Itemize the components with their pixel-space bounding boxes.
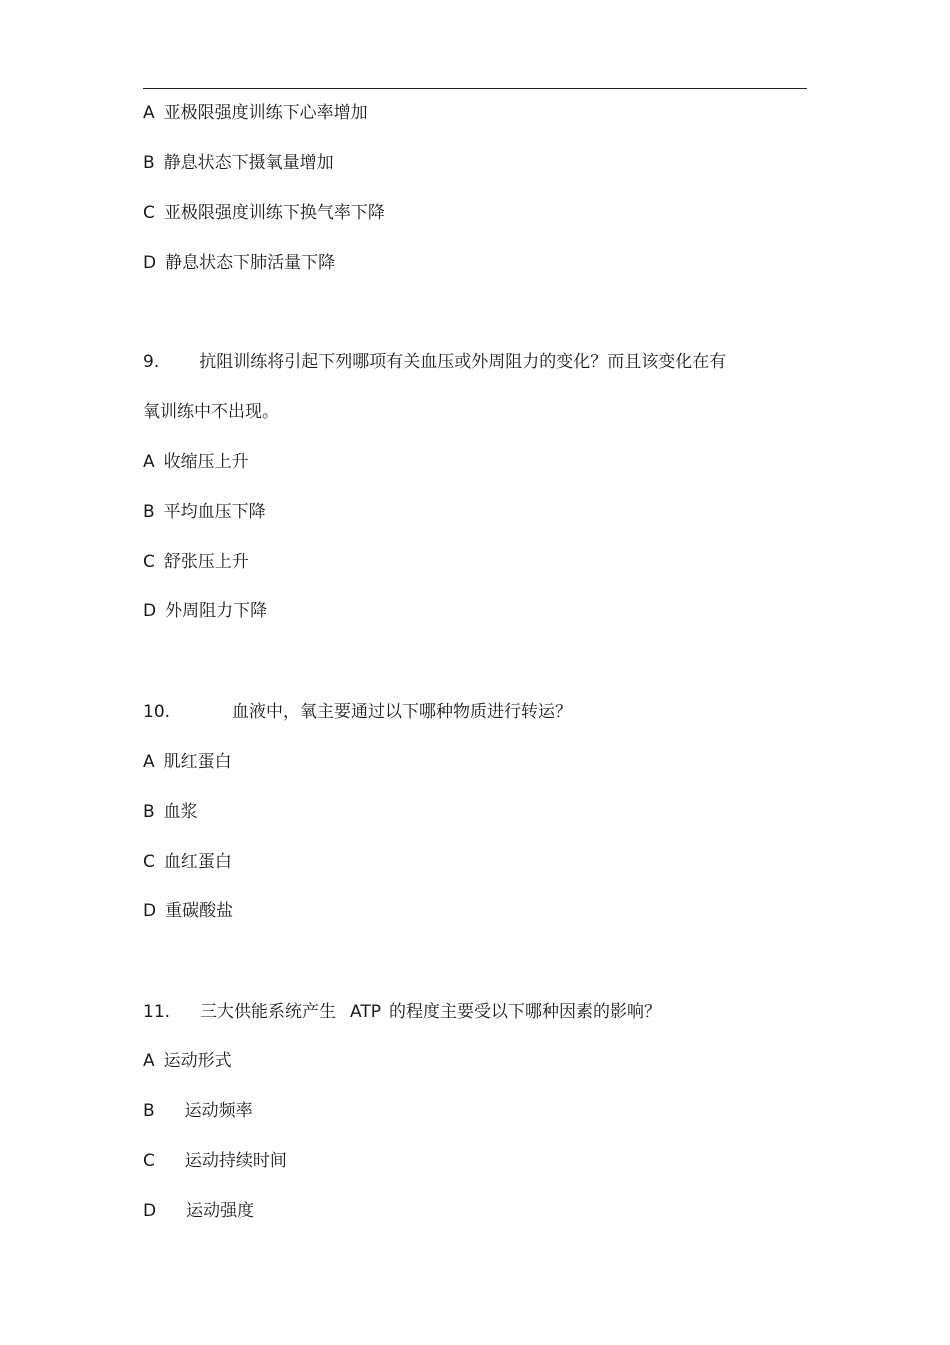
option-text: 运动持续时间 xyxy=(184,1151,287,1171)
question-text-after: 的程度主要受以下哪种因素的影响？ xyxy=(389,1002,661,1022)
q8-option-c xyxy=(143,202,385,224)
q10-option-b xyxy=(143,801,198,823)
q9-question-line1 xyxy=(143,351,726,373)
option-letter: D xyxy=(143,901,157,921)
option-text: 舒张压上升 xyxy=(163,552,249,572)
q10-option-a xyxy=(143,751,232,773)
option-letter: B xyxy=(143,802,155,822)
question-text: 抗阻训练将引起下列哪项有关血压或外周阻力的变化？而且该变化在有 xyxy=(199,352,727,372)
question-text-before: 三大供能系统产生 xyxy=(200,1002,337,1022)
q10-question xyxy=(143,701,572,723)
option-letter: C xyxy=(143,552,155,572)
q11-option-c xyxy=(143,1150,287,1172)
question-text: 血液中，氧主要通过以下哪种物质进行转运？ xyxy=(232,702,573,722)
question-number: 9. xyxy=(143,352,160,372)
q8-option-d xyxy=(143,252,335,274)
option-letter: D xyxy=(143,601,157,621)
option-text: 收缩压上升 xyxy=(163,452,249,472)
option-letter: D xyxy=(143,1201,157,1221)
option-text: 静息状态下摄氧量增加 xyxy=(163,153,334,173)
option-text: 血浆 xyxy=(163,802,198,822)
option-letter: B xyxy=(143,153,155,173)
option-text: 肌红蛋白 xyxy=(163,752,232,772)
option-letter: B xyxy=(143,502,155,522)
question-number: 11. xyxy=(143,1002,171,1022)
option-text: 运动频率 xyxy=(184,1101,253,1121)
option-text: 重碳酸盐 xyxy=(165,901,234,921)
option-letter: A xyxy=(143,1051,155,1071)
question-text: 氧训练中不出现。 xyxy=(143,402,279,422)
option-text: 外周阻力下降 xyxy=(165,601,268,621)
option-text: 亚极限强度训练下心率增加 xyxy=(163,103,368,123)
option-letter: C xyxy=(143,203,155,223)
q9-question-line2 xyxy=(143,401,279,423)
option-text: 亚极限强度训练下换气率下降 xyxy=(163,203,385,223)
option-letter: D xyxy=(143,253,157,273)
option-letter: A xyxy=(143,752,155,772)
option-letter: C xyxy=(143,1151,155,1171)
q11-option-d xyxy=(143,1200,254,1222)
option-letter: A xyxy=(143,103,155,123)
option-text: 运动形式 xyxy=(163,1051,232,1071)
option-letter: B xyxy=(143,1101,155,1121)
q10-option-d xyxy=(143,900,233,922)
q9-option-a xyxy=(143,451,249,473)
option-letter: C xyxy=(143,852,155,872)
option-text: 血红蛋白 xyxy=(163,852,232,872)
q10-option-c xyxy=(143,851,232,873)
question-text-atp: ATP xyxy=(350,1002,381,1022)
q9-option-d xyxy=(143,600,267,622)
q11-option-a xyxy=(143,1050,232,1072)
header-rule xyxy=(143,88,807,89)
question-number: 10. xyxy=(143,702,171,722)
q8-option-b xyxy=(143,152,334,174)
q9-option-c xyxy=(143,551,249,573)
option-text: 静息状态下肺活量下降 xyxy=(165,253,336,273)
option-text: 平均血压下降 xyxy=(163,502,266,522)
q11-question xyxy=(143,1001,661,1023)
option-text: 运动强度 xyxy=(186,1201,255,1221)
q11-option-b xyxy=(143,1100,253,1122)
q8-option-a xyxy=(143,102,368,124)
q9-option-b xyxy=(143,501,266,523)
option-letter: A xyxy=(143,452,155,472)
